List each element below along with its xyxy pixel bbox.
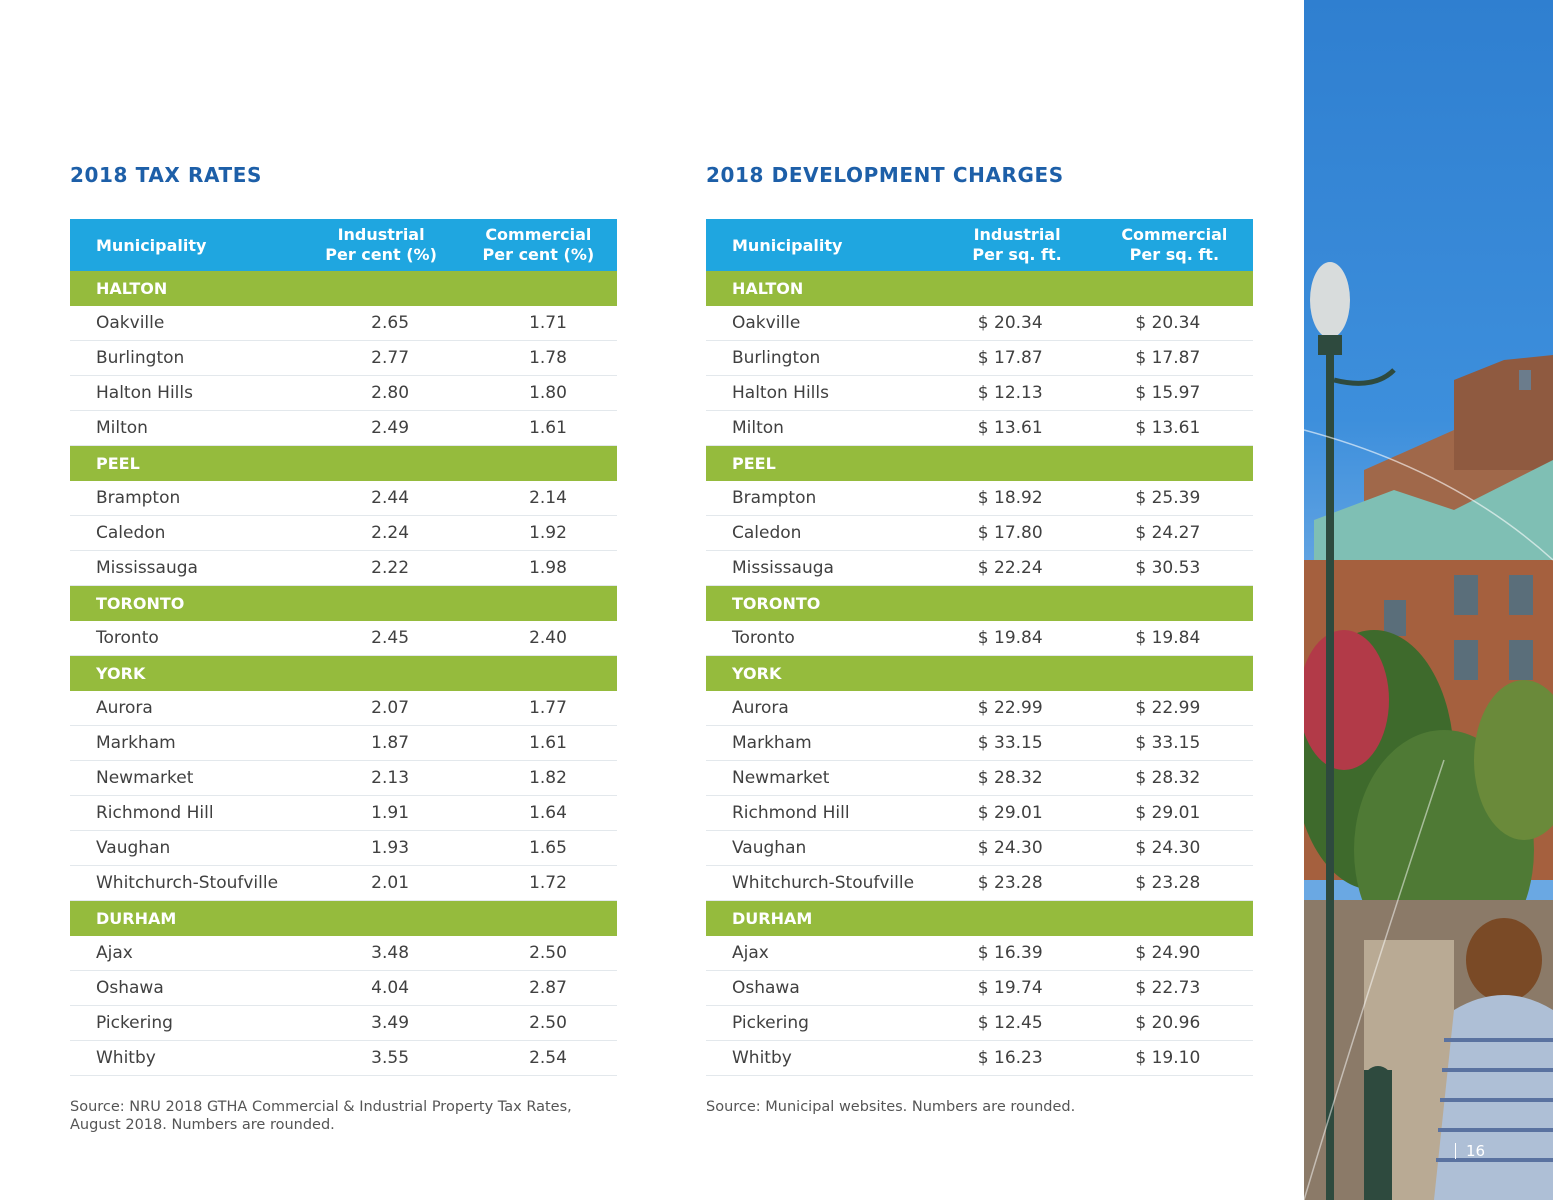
municipality-cell: Vaughan [732,838,807,858]
region-header: PEEL [70,446,617,481]
development-charges-title: 2018 DEVELOPMENT CHARGES [706,163,1064,187]
industrial-cell: $ 33.15 [977,733,1043,753]
municipality-cell: Whitby [96,1048,156,1068]
industrial-cell: $ 17.87 [977,348,1043,368]
industrial-cell: 2.45 [371,628,410,648]
municipality-cell: Toronto [96,628,159,648]
industrial-cell: 1.93 [371,838,410,858]
table-row [706,411,1253,446]
industrial-cell: $ 19.74 [977,978,1043,998]
industrial-cell: 2.80 [371,383,410,403]
header-industrial [302,225,459,265]
tax-rates-title: 2018 TAX RATES [70,163,263,187]
table-row [706,1041,1253,1076]
table-row [706,1006,1253,1041]
commercial-cell: $ 15.97 [1135,383,1201,403]
table-row [706,761,1253,796]
header-commercial [1096,225,1253,265]
commercial-cell: 1.82 [529,768,567,788]
municipality-cell: Halton Hills [96,383,193,403]
table-row [706,306,1253,341]
table-row [70,796,617,831]
industrial-cell: $ 28.32 [977,768,1043,788]
commercial-cell: 2.40 [529,628,567,648]
industrial-cell: $ 12.45 [977,1013,1043,1033]
municipality-cell: Oakville [732,313,801,333]
region-header: PEEL [706,446,1253,481]
industrial-cell: 4.04 [371,978,410,998]
industrial-cell: $ 13.61 [977,418,1043,438]
header-label: Per cent (%) [325,245,437,264]
commercial-cell: $ 13.61 [1135,418,1201,438]
table-row [70,411,617,446]
municipality-cell: Markham [96,733,176,753]
table-row [70,306,617,341]
commercial-cell: $ 19.10 [1135,1048,1201,1068]
commercial-cell: 1.61 [529,418,567,438]
industrial-cell: $ 16.39 [977,943,1043,963]
municipality-cell: Toronto [732,628,795,648]
municipality-cell: Pickering [96,1013,173,1033]
industrial-cell: $ 29.01 [977,803,1043,823]
header-label: Per sq. ft. [1129,245,1220,264]
commercial-cell: $ 30.53 [1135,558,1201,578]
table-row [70,971,617,1006]
municipality-cell: Brampton [96,488,181,508]
industrial-cell: 2.13 [371,768,410,788]
municipality-cell: Whitchurch-Stoufville [96,873,279,893]
region-header: HALTON [706,271,1253,306]
municipality-cell: Oakville [96,313,165,333]
commercial-cell: $ 20.34 [1135,313,1201,333]
development-charges-table [706,219,1253,1076]
municipality-cell: Newmarket [732,768,830,788]
industrial-cell: $ 19.84 [977,628,1043,648]
table-row [70,866,617,901]
municipality-cell: Halton Hills [732,383,829,403]
header-commercial [460,225,617,265]
table-row [706,481,1253,516]
table-row [706,936,1253,971]
commercial-cell: 2.54 [529,1048,567,1068]
municipality-cell: Milton [96,418,148,438]
table-row [70,1041,617,1076]
header-industrial [938,225,1095,265]
industrial-cell: $ 18.92 [977,488,1043,508]
region-header: DURHAM [70,901,617,936]
municipality-cell: Oshawa [96,978,164,998]
table-row [706,971,1253,1006]
header-label: Municipality [96,235,207,255]
commercial-cell: 1.64 [529,803,567,823]
region-header: YORK [706,656,1253,691]
industrial-cell: $ 22.24 [977,558,1043,578]
industrial-cell: 2.44 [371,488,410,508]
municipality-cell: Milton [732,418,784,438]
municipality-cell: Ajax [96,943,133,963]
industrial-cell: 2.49 [371,418,410,438]
commercial-cell: $ 22.99 [1135,698,1201,718]
industrial-cell: 2.01 [371,873,410,893]
table-row [70,936,617,971]
street-photo-icon [1304,0,1553,1200]
header-municipality [70,236,302,255]
tax-rates-source [70,1098,572,1134]
table-row [70,761,617,796]
commercial-cell: $ 20.96 [1135,1013,1201,1033]
commercial-cell: 1.65 [529,838,567,858]
municipality-cell: Richmond Hill [732,803,850,823]
municipality-cell: Caledon [96,523,166,543]
table-row [70,691,617,726]
header-label: Commercial [485,225,592,244]
development-charges-source: Source: Municipal websites. Numbers are rounded. [706,1099,1076,1115]
table-row [70,621,617,656]
industrial-cell: $ 22.99 [977,698,1043,718]
table-row [706,341,1253,376]
industrial-cell: 1.87 [371,733,410,753]
commercial-cell: $ 24.30 [1135,838,1201,858]
industrial-cell: 2.24 [371,523,410,543]
table-row [706,726,1253,761]
table-header [706,219,1253,271]
industrial-cell: 2.07 [371,698,410,718]
commercial-cell: $ 23.28 [1135,873,1201,893]
tax-source-line-1: Source: NRU 2018 GTHA Commercial & Industrial Property Tax Rates, [70,1099,572,1115]
industrial-cell: $ 23.28 [977,873,1043,893]
table-row [706,376,1253,411]
municipality-cell: Whitchurch-Stoufville [732,873,915,893]
municipality-cell: Markham [732,733,812,753]
commercial-cell: 1.77 [529,698,567,718]
table-row [706,831,1253,866]
table-row [706,796,1253,831]
commercial-cell: $ 24.90 [1135,943,1201,963]
commercial-cell: 2.14 [529,488,567,508]
region-header: TORONTO [70,586,617,621]
commercial-cell: 1.80 [529,383,567,403]
commercial-cell: $ 25.39 [1135,488,1201,508]
table-row [70,551,617,586]
commercial-cell: 2.50 [529,1013,567,1033]
municipality-cell: Richmond Hill [96,803,214,823]
commercial-cell: $ 24.27 [1135,523,1201,543]
municipality-cell: Newmarket [96,768,194,788]
municipality-cell: Burlington [732,348,821,368]
header-label: Municipality [732,235,843,255]
table-row [70,376,617,411]
commercial-cell: $ 19.84 [1135,628,1201,648]
commercial-cell: 2.87 [529,978,567,998]
page-number: 16 [1455,1143,1485,1159]
header-label: Commercial [1121,225,1228,244]
region-header: TORONTO [706,586,1253,621]
municipality-cell: Burlington [96,348,185,368]
industrial-cell: $ 24.30 [977,838,1043,858]
municipality-cell: Pickering [732,1013,809,1033]
table-row [70,481,617,516]
commercial-cell: $ 28.32 [1135,768,1201,788]
commercial-cell: $ 33.15 [1135,733,1201,753]
table-row [70,1006,617,1041]
industrial-cell: 2.22 [371,558,410,578]
table-row [706,691,1253,726]
industrial-cell: $ 16.23 [977,1048,1043,1068]
table-row [70,516,617,551]
table-header [70,219,617,271]
table-row [706,866,1253,901]
commercial-cell: 1.78 [529,348,567,368]
commercial-cell: 1.92 [529,523,567,543]
industrial-cell: $ 20.34 [977,313,1043,333]
industrial-cell: 1.91 [371,803,410,823]
municipality-cell: Aurora [732,698,789,718]
region-header: HALTON [70,271,617,306]
table-row [706,621,1253,656]
table-row [70,831,617,866]
industrial-cell: 3.48 [371,943,410,963]
header-label: Per cent (%) [482,245,595,264]
industrial-cell: 2.65 [371,313,410,333]
commercial-cell: 2.50 [529,943,567,963]
tax-rates-table [70,219,617,1076]
header-label: Per sq. ft. [972,245,1062,264]
table-row [706,551,1253,586]
tax-source-line-2: August 2018. Numbers are rounded. [70,1117,335,1133]
municipality-cell: Whitby [732,1048,792,1068]
municipality-cell: Oshawa [732,978,800,998]
region-header: YORK [70,656,617,691]
industrial-cell: 3.49 [371,1013,410,1033]
commercial-cell: $ 29.01 [1135,803,1201,823]
header-label: Industrial [337,225,425,244]
table-row [706,516,1253,551]
table-row [70,726,617,761]
municipality-cell: Mississauga [96,558,198,578]
industrial-cell: 2.77 [371,348,410,368]
industrial-cell: $ 17.80 [977,523,1043,543]
municipality-cell: Ajax [732,943,769,963]
municipality-cell: Mississauga [732,558,834,578]
industrial-cell: $ 12.13 [977,383,1043,403]
region-header: DURHAM [706,901,1253,936]
commercial-cell: 1.98 [529,558,567,578]
commercial-cell: 1.72 [529,873,567,893]
table-row [70,341,617,376]
header-label: Industrial [973,225,1061,244]
municipality-cell: Brampton [732,488,817,508]
commercial-cell: 1.71 [529,313,567,333]
commercial-cell: 1.61 [529,733,567,753]
municipality-cell: Caledon [732,523,802,543]
municipality-cell: Aurora [96,698,153,718]
commercial-cell: $ 22.73 [1135,978,1201,998]
commercial-cell: $ 17.87 [1135,348,1201,368]
industrial-cell: 3.55 [371,1048,410,1068]
municipality-cell: Vaughan [96,838,171,858]
header-municipality [706,236,938,255]
